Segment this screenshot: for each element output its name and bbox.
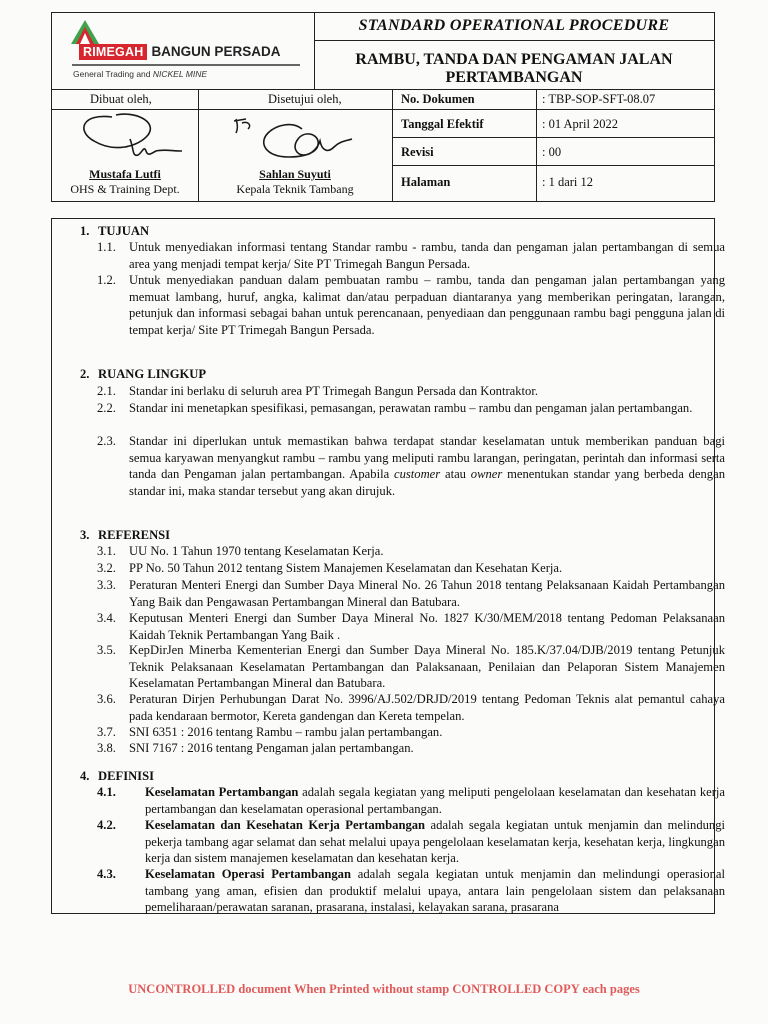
company-name-red: RIMEGAH	[79, 44, 147, 60]
logo-triangle-icon	[70, 19, 100, 45]
page-value: : 1 dari 12	[542, 175, 594, 189]
sop-header-table	[51, 12, 715, 202]
effective-date-label: Tanggal Efektif	[401, 117, 484, 131]
prepared-name: Mustafa Lutfi	[89, 167, 161, 181]
approved-name: Sahlan Suyuti	[259, 167, 331, 181]
company-logo	[52, 13, 314, 89]
divider	[536, 89, 537, 201]
uncontrolled-footer-note: UNCONTROLLED document When Printed without stamp CONTROLLED COPY each pages	[128, 982, 640, 996]
approved-dept: Kepala Teknik Tambang	[236, 182, 354, 196]
company-name	[79, 43, 280, 60]
divider	[392, 137, 714, 138]
approved-signature-icon	[222, 111, 372, 171]
revision-label: Revisi	[401, 145, 434, 159]
document-page: RIMEGAH BANGUN PERSADA General Trading and NICKEL MINE STANDARD OPERATIONAL PROCEDURE RAMBU, TANDA DAN PENGAMAN JALAN PERTAMBANGAN Dibuat oleh, Disetujui oleh, Mustafa Lutfi OHS & Training Dept. Sahlan Suyuti Kepala Teknik Tambang No. Dokumen : TBP-SOP-SFT-08.07 Tanggal Efektif : 01 April 2022 Revisi : 00 Halaman : 1 dari 12 1. TUJUAN 1.1. Untuk menyediakan informasi tentang Standar rambu - rambu, tanda dan pengaman jalan pertambangan di semua area yang menjadi tempat kerja/ Site PT Trimegah Bangun Persada. 1.2. Untuk menyediakan panduan dalam pembuatan rambu – rambu, tanda dan pengaman jalan pertambangan yang memuat lambang, huruf, angka, kalimat dan/atau perpaduan diantaranya yang memberikan peringatan, larangan, petunjuk dan informasi sebagai bahan untuk perencanaan, penyediaan dan penggunaan rambu bagi pengguna jalan di tempat kerja/ Site PT Trimegah Bangun Persada. 2. RUANG LINGKUP 2.1. Standar ini berlaku di seluruh area PT Trimegah Bangun Persada dan Kontraktor. 2.2. Standar ini menetapkan spesifikasi, pemasangan, perawatan rambu – rambu dan pengaman jalan pertambangan. 2.3. Standar ini diperlukan untuk memastikan bahwa terdapat standar keselamatan untuk memberikan panduan bagi semua karyawan menyangkut rambu – rambu yang meliputi rambu larangan, peringatan, perintah dan informasi serta tanda dan Pengaman jalan pertambangan. Apabila customer atau owner menentukan standar yang berbeda dengan standar ini, maka standar tersebut yang akan dirujuk. 3. REFERENSI 3.1. UU No. 1 Tahun 1970 tentang Keselamatan Kerja. 3.2. PP No. 50 Tahun 2012 tentang Sistem Manajemen Keselamatan dan Kesehatan Kerja. 3.3. Peraturan Menteri Energi dan Sumber Daya Mineral No. 26 Tahun 2018 tentang Pelaksanaan Kaidah Pertambangan Yang Baik dan Pengawasan Pertambangan Mineral dan Batubara. 3.4. Keputusan Menteri Energi dan Sumber Daya Mineral No. 1827 K/30/MEM/2018 tentang Pedoman Pelaksanaan Kaidah Teknik Pertambangan Yang Baik . 3.5. KepDirJen Minerba Kementerian Energi dan Sumber Daya Mineral No. 185.K/37.04/DJB/2019 tentang Petunjuk Teknik Pelaksanaan Keselamatan Pertambangan dan Palaksanaan, Penilaian dan Pelaporan Sistem Manajemen Keselamatan Pertambangan Mineral dan Batubara. 3.6. Peraturan Dirjen Perhubungan Darat No. 3996/AJ.502/DRJD/2019 tentang Pedoman Teknis alat pemantul cahaya pada kendaraan bermotor, Kereta gandengan dan Kereta tempelan. 3.7. SNI 6351 : 2016 tentang Rambu – rambu jalan pertambangan. 3.8. SNI 7167 : 2016 tentang Pengaman jalan pertambangan. 4. DEFINISI 4.1. Keselamatan Pertambangan adalah segala kegiatan yang meliputi pengelolaan keselamatan dan kesehatan kerja pertambangan dan keselamatan operasional pertambangan. 4.2. Keselamatan dan Kesehatan Kerja Pertambangan adalah segala kegiatan untuk menjamin dan melindungi pekerja tambang agar selamat dan sehat melalui upaya pengelolaan keselamatan kerja, kesehatan kerja, lingkungan kerja dan sistem manajemen keselamatan dan kesehatan kerja. 4.3. Keselamatan Operasi Pertambangan adalah segala kegiatan untuk menjamin dan melindungi operasional tambang yang aman, efisien dan produktif melalui upaya, antara lain pengelolaan sistem dan pelaksanaan pemeliharaan/perawatan saranan, prasarana, instalasi, kelayakan sarana, prasarana UNCONTROLLED document When Printed without stamp CONTROLLED COPY each pages	[0, 0, 768, 1024]
section-heading-tujuan: 1. TUJUAN	[80, 224, 150, 238]
approved-by-label: Disetujui oleh,	[268, 92, 342, 106]
revision-value: : 00	[542, 145, 562, 159]
section-heading-ruang-lingkup: 2. RUANG LINGKUP	[80, 367, 207, 381]
logo-divider	[72, 64, 300, 66]
divider	[392, 165, 714, 166]
section-heading-definisi: 4. DEFINISI	[80, 769, 154, 783]
divider	[392, 109, 714, 110]
prepared-signature-icon	[72, 109, 197, 161]
prepared-by-label: Dibuat oleh,	[90, 92, 152, 106]
company-tagline: General Trading and NICKEL MINE	[73, 69, 208, 79]
divider	[52, 89, 714, 90]
doc-number-label: No. Dokumen	[401, 92, 475, 106]
doc-number-value: : TBP-SOP-SFT-08.07	[542, 92, 656, 106]
page-label: Halaman	[401, 175, 451, 189]
divider	[392, 89, 393, 201]
company-name-dark: BANGUN PERSADA	[151, 44, 281, 59]
doc-type-title: STANDARD OPERATIONAL PROCEDURE	[358, 17, 670, 34]
divider	[314, 40, 714, 41]
divider	[314, 13, 315, 89]
section-heading-referensi: 3. REFERENSI	[80, 528, 171, 542]
prepared-dept: OHS & Training Dept.	[70, 182, 180, 196]
doc-title: RAMBU, TANDA DAN PENGAMAN JALAN PERTAMBANGAN	[355, 51, 673, 86]
effective-date-value: : 01 April 2022	[542, 117, 619, 131]
